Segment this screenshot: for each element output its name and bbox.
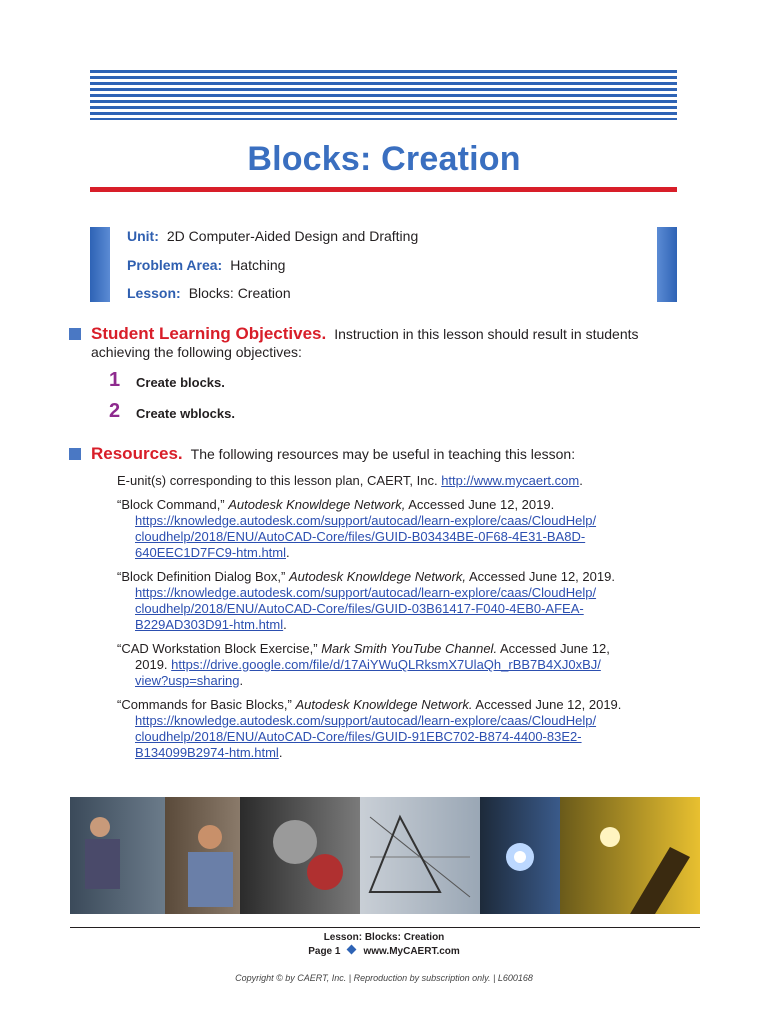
objective-number: 2 <box>109 400 121 422</box>
resource-link[interactable]: cloudhelp/2018/ENU/AutoCAD-Core/files/GUID-91EBC702-B874-4400-83E2- <box>135 729 582 744</box>
resources-heading-block <box>91 445 711 463</box>
title-rule <box>90 187 677 192</box>
diamond-icon <box>347 945 357 955</box>
resource-accessed: Accessed June 12, 2019. <box>408 497 555 512</box>
problem-area-value: Hatching <box>230 257 286 273</box>
resource-accessed: Accessed June 12, 2019. <box>468 569 615 584</box>
photo-collage <box>70 797 700 914</box>
objective-number: 1 <box>109 369 121 391</box>
lesson-row <box>127 285 291 301</box>
meta-bar-right <box>657 227 677 302</box>
resource-accessed: Accessed June 12, 2019. <box>475 697 622 712</box>
objective-text: Create blocks. <box>136 375 225 390</box>
objective-text: Create wblocks. <box>136 406 235 421</box>
collage-image <box>70 797 700 914</box>
objectives-bullet <box>69 328 81 340</box>
resource-link[interactable]: B229AD303D91-htm.html <box>135 617 284 632</box>
resource-item-0: E-unit(s) corresponding to this lesson plan, CAERT, Inc. http://www.mycaert.com. <box>117 473 583 488</box>
resource-link[interactable]: 640EEC1D7FC9-htm.html <box>135 545 286 560</box>
problem-area-label: Problem Area: <box>127 257 223 273</box>
footer-page: Page 1 <box>308 946 341 957</box>
meta-bar-left <box>90 227 110 302</box>
copyright: Copyright © by CAERT, Inc. | Reproduction by subscription only. | L600168 <box>235 973 533 983</box>
footer-rule <box>70 927 700 928</box>
objectives-heading-block <box>91 325 691 361</box>
resource-link[interactable]: B134099B2974-htm.html <box>135 745 279 760</box>
resource-title: “Commands for Basic Blocks,” <box>117 697 292 712</box>
resource-link[interactable]: https://knowledge.autodesk.com/support/autocad/learn-explore/caas/CloudHelp/ <box>135 713 597 728</box>
objectives-intro-2: achieving the following objectives: <box>91 344 302 360</box>
resource-source: Autodesk Knowldege Network, <box>228 497 406 512</box>
resource-title: “Block Command,” <box>117 497 225 512</box>
resource-link[interactable]: cloudhelp/2018/ENU/AutoCAD-Core/files/GUID-03B61417-F040-4EB0-AFEA- <box>135 601 584 616</box>
lesson-value: Blocks: Creation <box>188 285 291 301</box>
problem-area-row <box>127 257 285 273</box>
unit-value: 2D Computer-Aided Design and Drafting <box>166 228 419 244</box>
footer-page-line <box>0 946 768 957</box>
resource-source: Autodesk Knowldege Network, <box>288 569 467 584</box>
resource-link[interactable]: cloudhelp/2018/ENU/AutoCAD-Core/files/GUID-B03434BE-0F68-4E31-BA8D- <box>135 529 586 544</box>
objectives-intro-1: Instruction in this lesson should result in students <box>334 326 639 342</box>
objective-item <box>109 369 120 392</box>
resource-title: “Block Definition Dialog Box,” <box>117 569 286 584</box>
resource-text: E-unit(s) corresponding to this lesson plan, CAERT, Inc. <box>117 473 438 488</box>
unit-label: Unit: <box>127 228 159 244</box>
resources-heading: Resources. <box>91 444 183 463</box>
resource-accessed: Accessed June 12, <box>499 641 610 656</box>
footer-lesson: Lesson: Blocks: Creation <box>323 932 445 943</box>
header-stripes <box>90 70 677 120</box>
objective-item <box>109 400 120 423</box>
resource-item-4: “Commands for Basic Blocks,” Autodesk Knowldege Network. Accessed June 12, 2019. https://knowledge.autodesk.com/support/autocad/learn-explore/caas/CloudHelp/ cloudhelp/2018/ENU/AutoCAD-Core/files/GUID-91EBC702-B874-4400-83E2- B134099B2974-htm.html. <box>117 697 622 760</box>
resource-source: Autodesk Knowldege Network. <box>295 697 473 712</box>
resource-item-2: “Block Definition Dialog Box,” Autodesk Knowldege Network, Accessed June 12, 2019. https://knowledge.autodesk.com/support/autocad/learn-explore/caas/CloudHelp/ cloudhelp/2018/ENU/AutoCAD-Core/files/GUID-03B61417-F040-4EB0-AFEA- B229AD303D91-htm.html. <box>117 569 615 632</box>
unit-row <box>127 228 418 244</box>
resource-item-1: “Block Command,” Autodesk Knowldege Network, Accessed June 12, 2019. https://knowledge.autodesk.com/support/autocad/learn-explore/caas/CloudHelp/ cloudhelp/2018/ENU/AutoCAD-Core/files/GUID-B03434BE-0F68-4E31-BA8D- 640EEC1D7FC9-htm.html. <box>117 497 597 560</box>
resource-source: Mark Smith YouTube Channel. <box>321 641 498 656</box>
resource-link[interactable]: https://drive.google.com/file/d/17AiYWuQLRksmX7UlaQh_rBB7B4XJ0xBJ/ <box>171 657 601 672</box>
page-title: Blocks: Creation <box>247 140 521 178</box>
resources-intro: The following resources may be useful in teaching this lesson: <box>190 446 576 462</box>
resource-item-3: “CAD Workstation Block Exercise,” Mark Smith YouTube Channel. Accessed June 12, 2019. https://drive.google.com/file/d/17AiYWuQLRksmX7UlaQh_rBB7B4XJ0xBJ/ view?usp=sharing. <box>117 641 610 688</box>
resources-bullet <box>69 448 81 460</box>
objectives-heading: Student Learning Objectives. <box>91 324 327 343</box>
resource-link[interactable]: https://knowledge.autodesk.com/support/autocad/learn-explore/caas/CloudHelp/ <box>135 513 597 528</box>
footer-site[interactable]: www.MyCAERT.com <box>363 946 460 957</box>
resource-year: 2019. <box>135 657 168 672</box>
resource-link[interactable]: http://www.mycaert.com <box>441 473 580 488</box>
lesson-label: Lesson: <box>127 285 181 301</box>
resource-title: “CAD Workstation Block Exercise,” <box>117 641 318 656</box>
resource-link[interactable]: view?usp=sharing <box>135 673 240 688</box>
resource-link[interactable]: https://knowledge.autodesk.com/support/autocad/learn-explore/caas/CloudHelp/ <box>135 585 597 600</box>
